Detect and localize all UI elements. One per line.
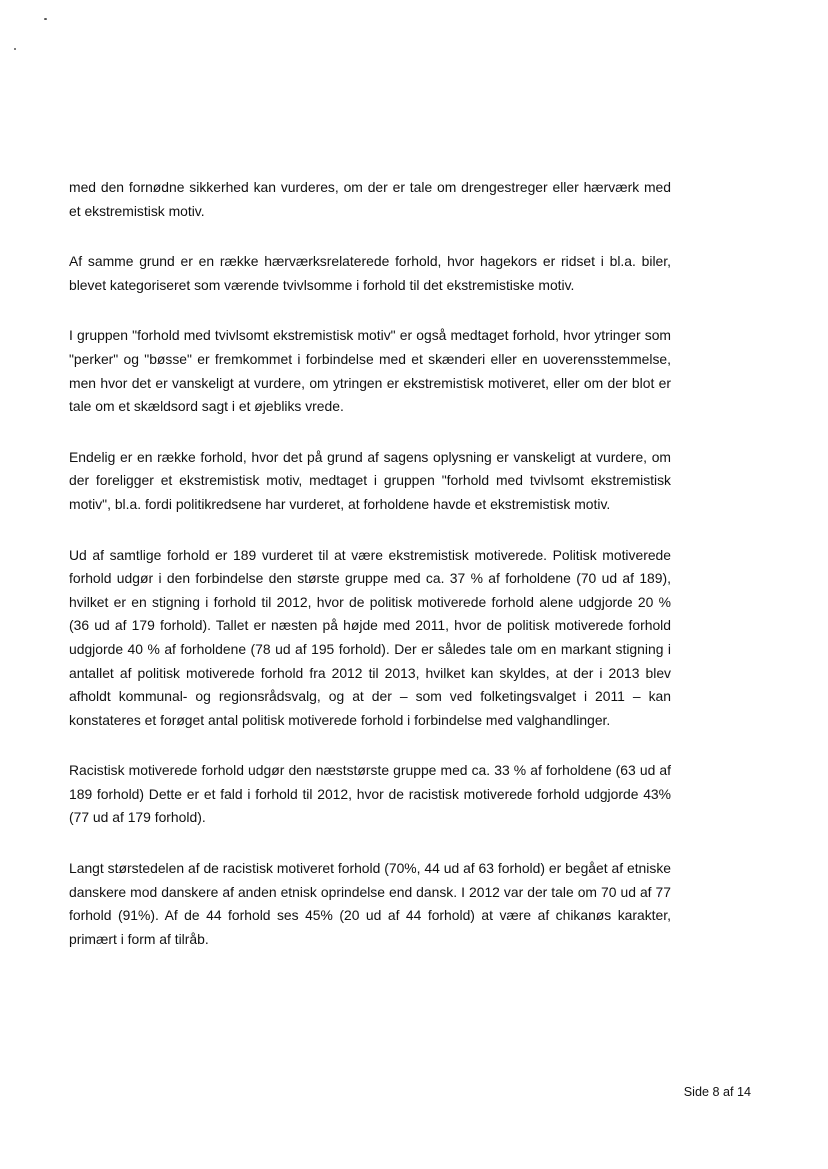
paragraph-6: Racistisk motiverede forhold udgør den næststørste gruppe med ca. 33 % af forholdene (63 ud af 189 forhold) Dette er et fald i forhold til 2012, hvor de racistisk motiverede forhold udgjorde 43% (77 ud af 179 forhold). [69,762,671,826]
paragraph-7: Langt størstedelen af de racistisk motiveret forhold (70%, 44 ud af 63 forhold) er begået af etniske danskere mod danskere af anden etnisk oprindelse end dansk. I 2012 var der tale om 70 ud af 77 forhold (91%). Af de 44 forhold ses 45% (20 ud af 44 forhold) at være af chikanøs karakter, primært i form af tilråb. [69,860,671,947]
scan-speck [14,48,16,50]
page-number: Side 8 af 14 [683,1085,751,1099]
paragraph-5: Ud af samtlige forhold er 189 vurderet til at være ekstremistisk motiverede. Politisk motiverede forhold udgør i den forbindelse den største gruppe med ca. 37 % af forholdene (70 ud af 189), hvilket er en stigning i forhold til 2012, hvor de politisk motiverede forhold alene udgjorde 20 % (36 ud af 179 forhold). Tallet er næsten på højde med 2011, hvor de politisk motiverede forhold udgjorde 40 % af forholdene (78 ud af 195 forhold). Der er således tale om en markant stigning i antallet af politisk motiverede forhold fra 2012 til 2013, hvilket kan skyldes, at der i 2013 blev afholdt kommunal- og regionsrådsvalg, og at der – som ved folketingsvalget i 2011 – kan konstateres et forøget antal politisk motiverede forhold i forbindelse med valghandlinger. [69,546,671,728]
paragraph-2: Af samme grund er en række hærværksrelaterede forhold, hvor hagekors er ridset i bl.a. biler, blevet kategoriseret som værende tvivlsomme i forhold til det ekstremistiske motiv. [69,253,671,293]
paragraph-3: I gruppen "forhold med tvivlsomt ekstremistisk motiv" er også medtaget forhold, hvor ytringer som "perker" og "bøsse" er fremkommet i forbindelse med et skænderi eller en uoverensstemmelse, men hvor det er vanskeligt at vurdere, om ytringen er ekstremistisk motiveret, eller om der blot er tale om et skældsord sagt i et øjebliks vrede. [69,327,671,415]
page-body [69,176,671,951]
scan-speck [44,18,47,20]
paragraph-4: Endelig er en række forhold, hvor det på grund af sagens oplysning er vanskeligt at vurdere, om der foreligger et ekstremistisk motiv, medtaget i gruppen "forhold med tvivlsomt ekstremistisk motiv", bl.a. fordi politikredsene har vurderet, at forholdene havde et ekstremistisk motiv. [69,448,671,512]
paragraph-1: med den fornødne sikkerhed kan vurderes, om der er tale om drengestreger eller hærværk med et ekstremistisk motiv. [69,179,671,219]
